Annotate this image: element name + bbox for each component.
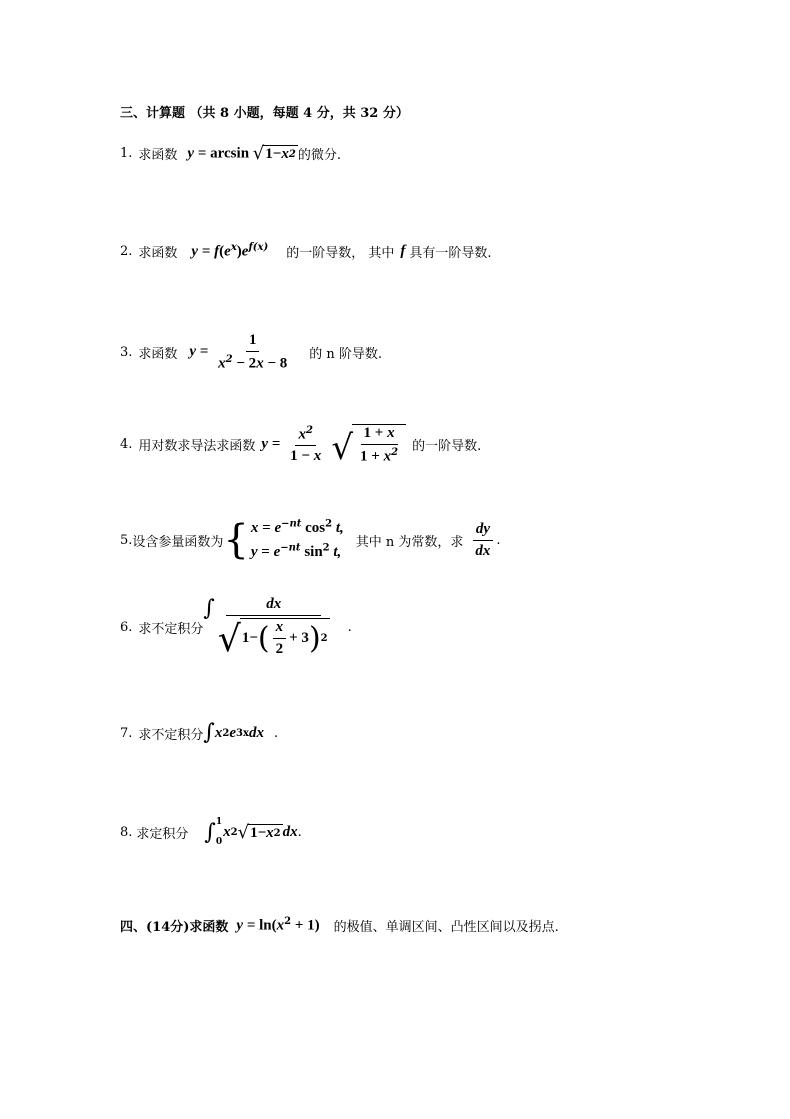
problem-number: 1. <box>120 146 133 161</box>
section-4-text: 的极值、单调区间、凸性区间以及拐点. <box>333 920 559 935</box>
problem-text-after: 的 n 阶导数. <box>309 346 383 362</box>
problem-6 <box>120 596 352 658</box>
problem-4 <box>120 424 482 469</box>
problem-5 <box>120 516 501 564</box>
problem-text-after: . <box>273 725 279 741</box>
problem-text: 求函数 <box>138 148 178 163</box>
problem-text-after: . <box>297 825 302 841</box>
section-3-heading <box>120 102 409 121</box>
problem-text-after-2: 具有一阶导数. <box>409 246 492 261</box>
problem-text: 求定积分 <box>136 827 189 843</box>
formula-definite-integral: ∫ 1 0 x 2 √ 1− x 2 dx <box>204 817 298 847</box>
problem-text-after: 的一阶导数， 其中 <box>286 246 395 261</box>
problem-text: 求函数 <box>138 246 178 261</box>
problem-text-end: . <box>496 532 501 548</box>
formula-log-diff: y = $\frac{x^2}{1 - x}$ √ $\frac{1 + x}{1 + x^2}$ <box>261 424 406 465</box>
problem-text-after: 其中 n 为常数，求 <box>355 534 464 550</box>
problem-text-after: 的微分. <box>297 148 341 163</box>
formula-arcsin: y = arcsin √ 1− x 2 <box>187 142 296 164</box>
section-4-label: 四、(14分)求函数 <box>120 920 229 935</box>
problem-text: 求函数 <box>138 346 178 362</box>
problem-8 <box>120 818 302 848</box>
problem-text-after: . <box>347 619 352 635</box>
formula-parametric: { $x = e^{-nt}$ $\cos^2 t$, $y = e^{-nt}$ $\sin^2 t$, <box>223 517 344 563</box>
problem-3 <box>120 332 382 372</box>
problem-text: 求不定积分 <box>138 621 204 637</box>
problem-number: 8. <box>120 825 133 841</box>
problem-number: 6. <box>120 619 133 635</box>
problem-2 <box>120 242 491 261</box>
section-3-heading-text: 三、计算题 （共 8 小题，每题 4 分，共 32 分） <box>120 106 409 121</box>
problem-number: 7. <box>120 725 133 741</box>
problem-1 <box>120 144 341 163</box>
section-4 <box>120 916 559 935</box>
formula-rational: y = $\frac{1}{x^2 - 2x - 8}$ <box>189 332 288 372</box>
problem-text: 用对数求导法求函数 <box>138 439 256 455</box>
formula-ln: $y = \ln(x^2 + 1)$ <box>236 916 320 934</box>
problem-number: 4. <box>120 437 133 453</box>
formula-composite: $y = f(e^x)e^{f(x)}$ <box>191 242 269 260</box>
symbol-f: f <box>400 243 406 259</box>
formula-indefinite-integral-2: ∫ x 2 e 3x dx <box>203 720 264 745</box>
formula-dy-dx: $\frac{dy}{dx}$ <box>472 521 493 560</box>
problem-number: 2. <box>120 244 133 259</box>
formula-indefinite-integral-1: ∫ dx √ 1− ( $\frac{x}{2}$ + 3 ) 2 <box>203 596 328 660</box>
problem-text: 求不定积分 <box>138 727 204 743</box>
problem-7 <box>120 722 278 744</box>
problem-text-after: 的一阶导数. <box>412 439 482 455</box>
problem-number: 3. <box>120 344 133 360</box>
problem-number: 5. <box>120 532 133 548</box>
problem-text: 设含参量函数为 <box>132 534 224 550</box>
